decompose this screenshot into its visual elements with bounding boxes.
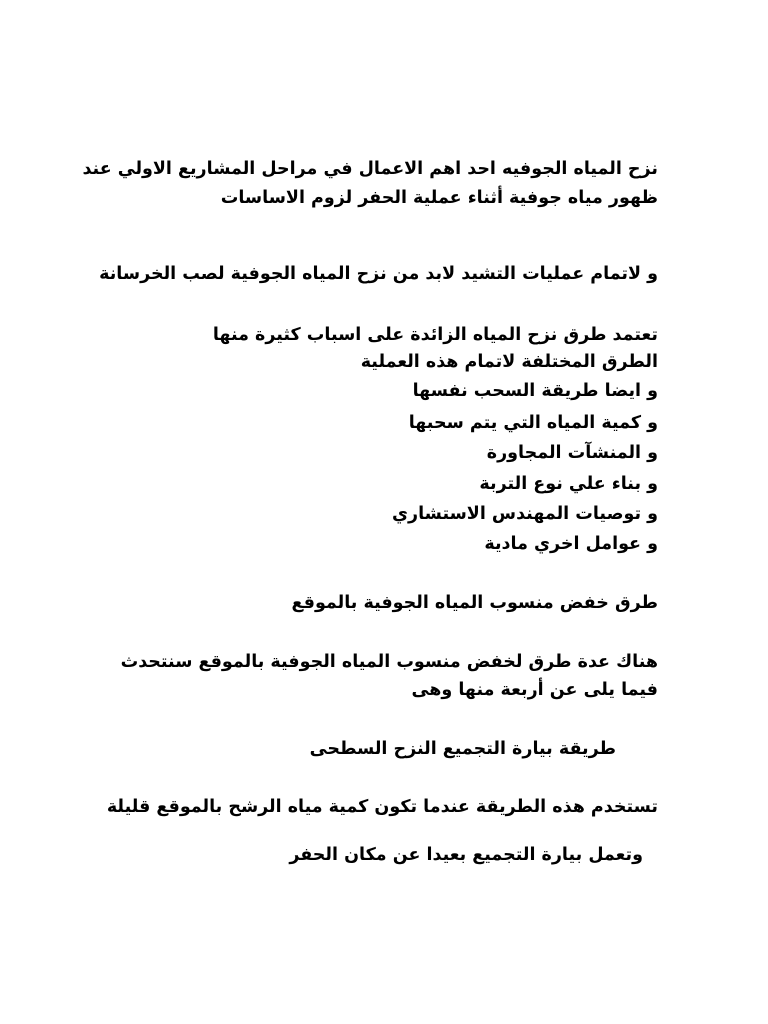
methods-item-6: و توصيات المهندس الاستشاري (391, 504, 658, 524)
methods-item-2: و ايضا طريقة السحب نفسها (412, 381, 658, 401)
intro-line-2: ظهور مياه جوفية أثناء عملية الحفر لزوم الاساسات (220, 188, 658, 208)
section-title: طرق خفض منسوب المياه الجوفية بالموقع (291, 593, 658, 613)
methods-item-3: و كمية المياه التي يتم سحبها (408, 413, 658, 433)
methods-item-4: و المنشآت المجاورة (486, 443, 658, 463)
subheading: طريقة بيارة التجميع النزح السطحى (309, 739, 616, 759)
methods-heading: تعتمد طرق نزح المياه الزائدة على اسباب كثيرة منها (212, 325, 658, 345)
methods-item-7: و عوامل اخري مادية (484, 534, 658, 554)
section-intro-line-1: هناك عدة طرق لخفض منسوب المياه الجوفية بالموقع سنتحدث (120, 652, 658, 672)
methods-item-1: الطرق المختلفة لاتمام هذه العملية (360, 352, 658, 372)
paragraph-concrete: و لاتمام عمليات التشيد لابد من نزح المياه الجوفية لصب الخرسانة (99, 264, 658, 284)
usage-line: تستخدم هذه الطريقة عندما تكون كمية مياه الرشح بالموقع قليلة (106, 797, 658, 817)
sump-line: وتعمل بيارة التجميع بعيدا عن مكان الحفر (289, 845, 643, 865)
section-intro-line-2: فيما يلى عن أربعة منها وهى (411, 680, 658, 700)
intro-line-1: نزح المياه الجوفيه احد اهم الاعمال في مراحل المشاريع الاولي عند (82, 159, 658, 179)
methods-item-5: و بناء علي نوع التربة (479, 474, 658, 494)
